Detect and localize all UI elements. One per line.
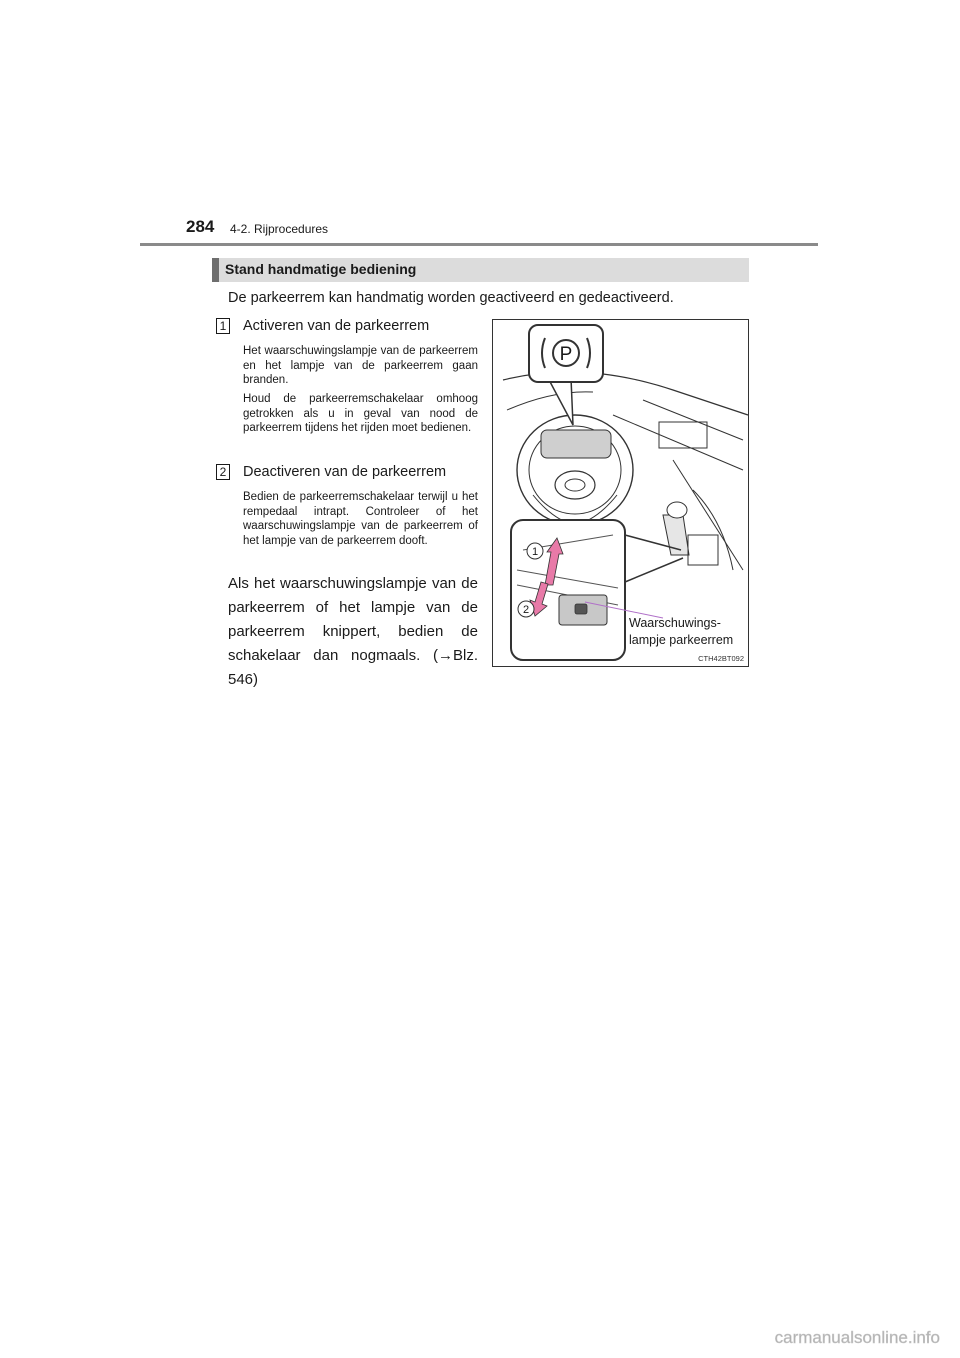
step-title-1: Activeren van de parkeerrem — [243, 318, 430, 334]
callout-number-2: 2 — [522, 604, 530, 616]
step-note: Het waarschuwingslampje van de parkeerrem en het lampje van de parkeerrem gaan branden. — [243, 345, 478, 386]
page-number: 284 — [186, 217, 215, 236]
section-heading: Stand handmatige bediening — [225, 261, 417, 277]
section-header: 4-2. Rijprocedures — [230, 222, 329, 236]
intro-text: De parkeerrem kan handmatig worden geactiveerd en gedeactiveerd. — [228, 290, 674, 306]
closing-text: Als het waarschuwingslampje van de parkeerrem of het lampje van de parkeerrem knippert, bedien de schakelaar dan nogmaals. (→Blz. 546) — [228, 575, 478, 688]
step-note: Houd de parkeerremschakelaar omhoog getrokken als u in geval van nood de parkeerrem tijdens het rijden moet bedienen. — [243, 393, 478, 434]
step-title-2: Deactiveren van de parkeerrem — [243, 464, 447, 480]
warning-lamp-label-line1: Waarschuwings- — [629, 616, 721, 630]
p-symbol: P — [559, 344, 573, 365]
figure-code: CTH42BT092 — [698, 654, 744, 663]
callout-number-1: 1 — [531, 546, 539, 558]
svg-text:carmanualsonline.info: carmanualsonline.info — [774, 1328, 940, 1347]
watermark-logo — [692, 1324, 942, 1350]
parking-brake-figure — [492, 319, 749, 667]
step-number-1: 1 — [216, 318, 230, 334]
step-note: Bedien de parkeerremschakelaar terwijl u het rempedaal intrapt. Controleer of het waarschuwingslampje van de parkeerrem of het lampje van de parkeerrem dooft. — [243, 491, 478, 547]
header-rule — [140, 243, 818, 246]
section-heading-bar — [212, 258, 749, 282]
warning-lamp-label — [629, 615, 749, 649]
warning-lamp-label-line2: lampje parkeerrem — [629, 633, 734, 647]
step-number-2: 2 — [216, 464, 230, 480]
